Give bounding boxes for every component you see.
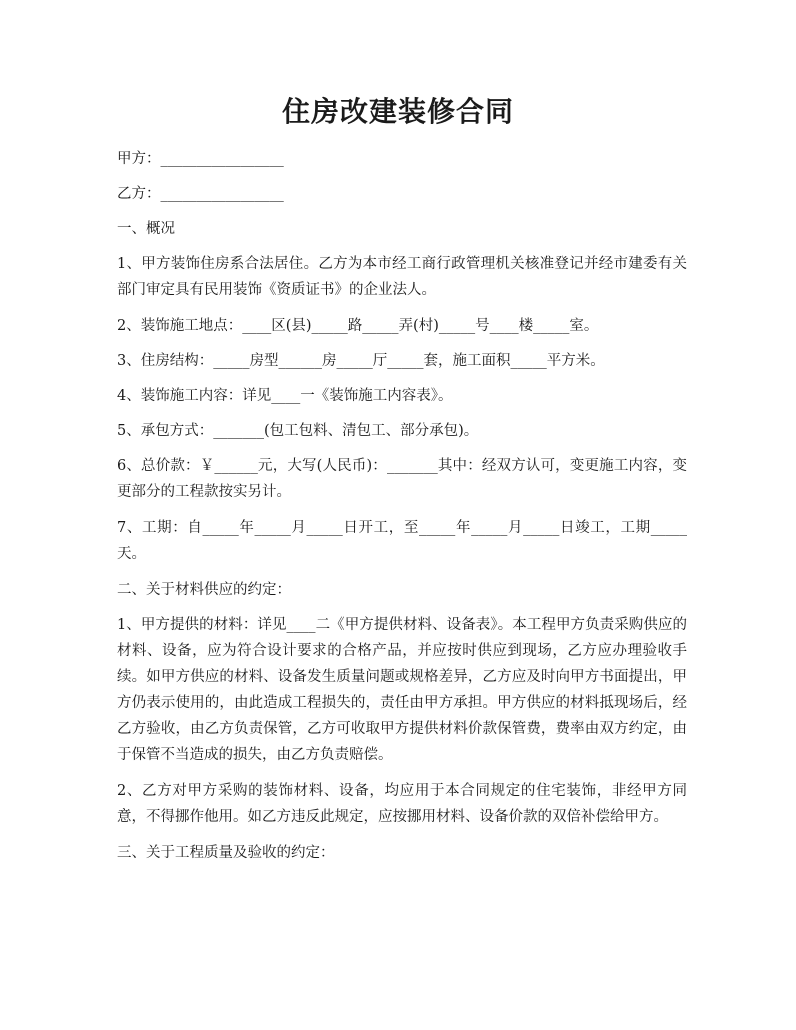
page-title: 住房改建装修合同 [281,95,514,128]
contract-body [117,146,687,875]
section-heading-materials: 二、关于材料供应的约定： [117,582,291,598]
party-a-line: 甲方：_________________ [117,151,284,167]
clause-1-5: 5、承包方式：_______(包工包料、清包工、部分承包)。 [117,423,479,439]
clause-2-2: 2、乙方对甲方采购的装饰材料、设备，均应用于本合同规定的住宅装饰，非经甲方同意，不得挪作他用。如乙方违反此规定，应按挪用材料、设备价款的双倍补偿给甲方。 [117,783,687,825]
clause-2-1: 1、甲方提供的材料：详见____二《甲方提供材料、设备表》。本工程甲方负责采购供应的材料、设备，应为符合设计要求的合格产品，并应按时供应到现场，乙方应办理验收手续。如甲方供应的材料、设备发生质量问题或规格差异，乙方应及时向甲方书面提出，甲方仍表示使用的，由此造成工程损失的，责任由甲方承担。甲方供应的材料抵现场后，经乙方验收，由乙方负责保管，乙方可收取甲方提供材料价款保管费，费率由双方约定，由于保管不当造成的损失，由乙方负责赔偿。 [117,617,687,763]
party-b-line: 乙方：_________________ [117,186,284,202]
clause-1-1: 1、甲方装饰住房系合法居住。乙方为本市经工商行政管理机关核准登记并经市建委有关部门审定具有民用装饰《资质证书》的企业法人。 [117,256,687,298]
section-heading-overview: 一、概况 [117,221,175,237]
clause-1-2: 2、装饰施工地点：____区(县)_____路_____弄(村)_____号____楼_____室。 [117,318,599,334]
clause-1-3: 3、住房结构：_____房型______房_____厅_____套，施工面积_____平方米。 [117,353,605,369]
clause-1-7: 7、工期：自_____年_____月_____日开工，至_____年_____月_____日竣工，工期_____天。 [117,520,687,562]
section-heading-quality: 三、关于工程质量及验收的约定： [117,845,335,861]
clause-1-4: 4、装饰施工内容：详见____一《装饰施工内容表》。 [117,388,453,404]
clause-1-6: 6、总价款：￥______元，大写(人民币)：_______其中：经双方认可，变更施工内容，变更部分的工程款按实另计。 [117,458,687,500]
